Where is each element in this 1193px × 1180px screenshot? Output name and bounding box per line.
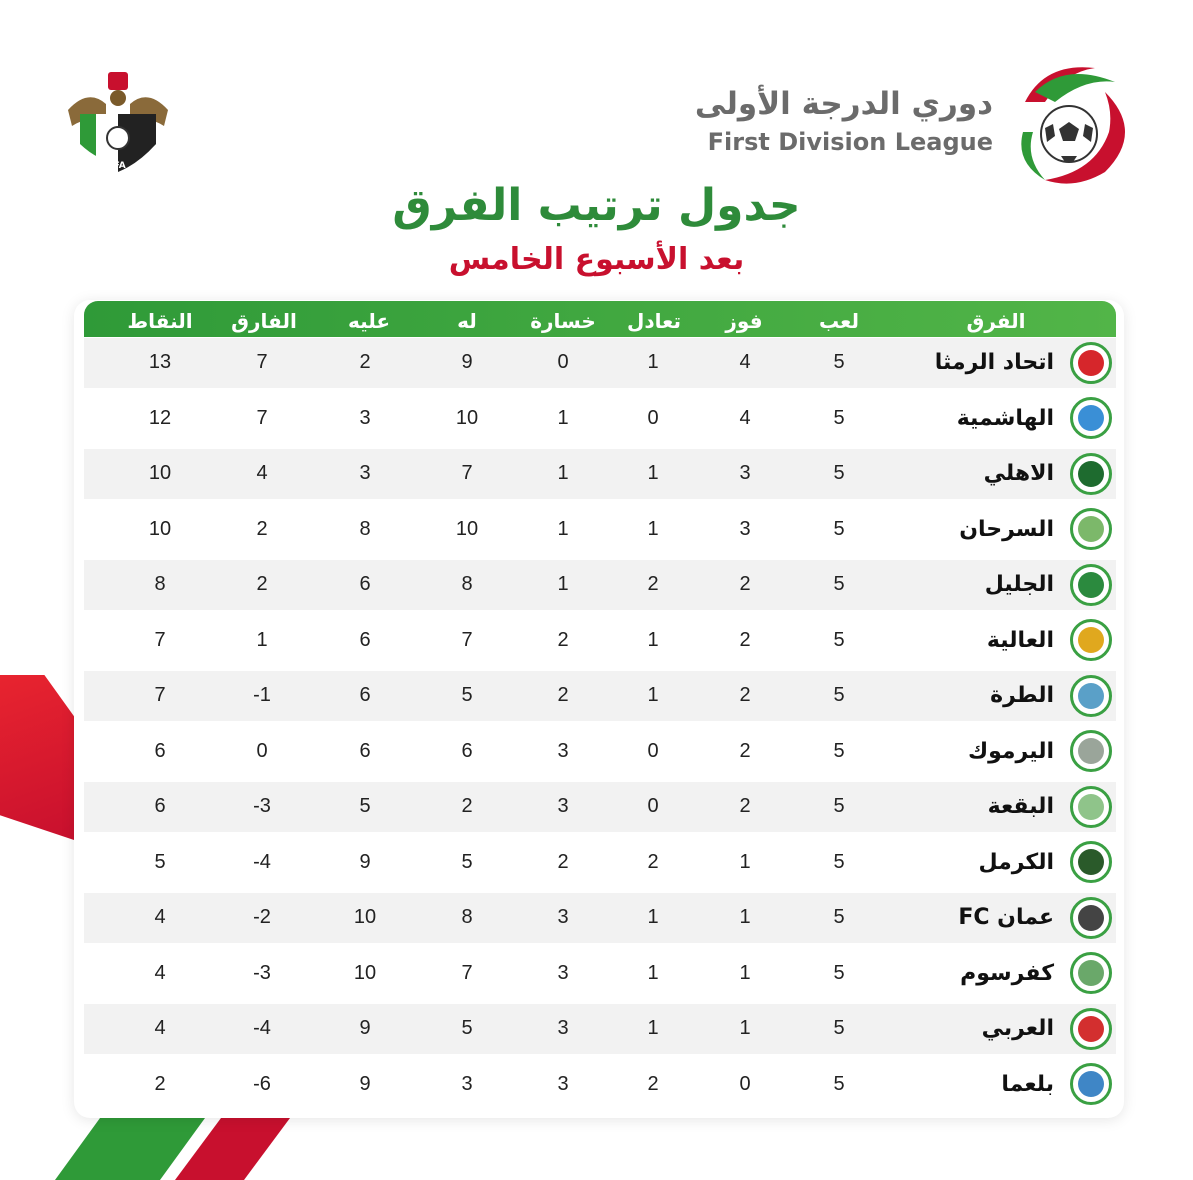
page-title: جدول ترتيب الفرق [392,180,801,231]
cell-lost: 2 [557,684,569,707]
cell-points: 4 [154,961,166,984]
cell-lost: 0 [557,351,569,374]
team-name: العربي [981,1016,1054,1042]
standings-table [74,300,1124,1118]
cell-goal-diff: 2 [256,517,268,540]
table-row [84,505,1116,555]
cell-goals-against: 9 [359,850,371,873]
team-badge-icon [1070,508,1112,550]
cell-lost: 1 [557,406,569,429]
cell-played: 5 [833,1072,845,1095]
cell-played: 5 [833,739,845,762]
league-name-english: First Division League [707,128,993,156]
jfa-logo [58,68,178,180]
cell-played: 5 [833,573,845,596]
team-badge-icon [1070,786,1112,828]
team-name: السرحان [959,516,1054,542]
cell-drawn: 1 [647,684,659,707]
cell-won: 2 [739,684,751,707]
cell-goal-diff: -2 [253,906,271,929]
table-row [84,838,1116,888]
team-crest-icon [1078,572,1104,598]
team-badge-icon [1070,675,1112,717]
cell-won: 0 [739,1072,751,1095]
cell-drawn: 2 [647,850,659,873]
column-header-points: النقاط [127,309,193,333]
cell-won: 4 [739,351,751,374]
cell-goals-against: 8 [359,517,371,540]
team-badge-icon [1070,841,1112,883]
cell-goals-for: 8 [461,573,473,596]
cell-points: 6 [154,795,166,818]
cell-goals-for: 2 [461,795,473,818]
cell-lost: 2 [557,628,569,651]
cell-goals-for: 7 [461,462,473,485]
team-crest-icon [1078,516,1104,542]
cell-goals-for: 6 [461,739,473,762]
cell-points: 7 [154,628,166,651]
table-row [84,394,1116,444]
cell-goals-against: 6 [359,739,371,762]
cell-goal-diff: -3 [253,961,271,984]
cell-lost: 1 [557,462,569,485]
cell-played: 5 [833,351,845,374]
cell-drawn: 1 [647,462,659,485]
cell-won: 2 [739,739,751,762]
team-badge-icon [1070,897,1112,939]
cell-goals-against: 9 [359,1072,371,1095]
cell-played: 5 [833,850,845,873]
team-badge-icon [1070,730,1112,772]
table-row [84,449,1116,499]
column-header-goal-diff: الفارق [231,309,297,333]
cell-won: 4 [739,406,751,429]
cell-lost: 3 [557,906,569,929]
jfa-logo-text: JFA [110,161,126,171]
cell-goal-diff: -4 [253,1017,271,1040]
table-header [84,301,1116,337]
team-crest-icon [1078,905,1104,931]
cell-goal-diff: -3 [253,795,271,818]
cell-points: 4 [154,1017,166,1040]
team-name: كفرسوم [960,960,1054,986]
cell-drawn: 1 [647,906,659,929]
column-header-team: الفرق [966,309,1026,333]
column-header-drawn: تعادل [627,309,681,333]
cell-points: 6 [154,739,166,762]
cell-goal-diff: 4 [256,462,268,485]
team-badge-icon [1070,1008,1112,1050]
cell-won: 2 [739,573,751,596]
team-name: الطرة [990,683,1054,709]
cell-drawn: 1 [647,1017,659,1040]
team-crest-icon [1078,405,1104,431]
cell-drawn: 0 [647,406,659,429]
cell-goals-against: 9 [359,1017,371,1040]
cell-won: 2 [739,795,751,818]
cell-lost: 1 [557,517,569,540]
team-badge-icon [1070,952,1112,994]
league-name-arabic: دوري الدرجة الأولى [694,86,993,122]
cell-goals-against: 6 [359,684,371,707]
cell-points: 12 [148,406,172,429]
cell-goals-for: 7 [461,961,473,984]
cell-points: 4 [154,906,166,929]
table-row [84,949,1116,999]
cell-won: 1 [739,850,751,873]
cell-goal-diff: -1 [253,684,271,707]
team-badge-icon [1070,1063,1112,1105]
cell-played: 5 [833,462,845,485]
team-name: اليرموك [967,738,1054,764]
team-crest-icon [1078,960,1104,986]
team-name: البقعة [987,794,1054,820]
table-row [84,1004,1116,1054]
team-badge-icon [1070,564,1112,606]
team-crest-icon [1078,794,1104,820]
cell-drawn: 1 [647,517,659,540]
cell-played: 5 [833,961,845,984]
team-name: الكرمل [978,849,1054,875]
cell-lost: 3 [557,795,569,818]
cell-goal-diff: -4 [253,850,271,873]
team-name: الاهلي [983,461,1054,487]
team-crest-icon [1078,350,1104,376]
cell-goal-diff: 7 [256,351,268,374]
cell-drawn: 0 [647,795,659,818]
cell-goal-diff: 7 [256,406,268,429]
cell-goal-diff: 2 [256,573,268,596]
cell-goals-against: 6 [359,573,371,596]
cell-goals-for: 10 [455,406,479,429]
cell-lost: 1 [557,573,569,596]
cell-drawn: 2 [647,1072,659,1095]
cell-goals-against: 2 [359,351,371,374]
cell-points: 13 [148,351,172,374]
cell-goals-for: 5 [461,850,473,873]
cell-goal-diff: 1 [256,628,268,651]
table-row [84,560,1116,610]
team-name: الهاشمية [956,405,1054,431]
cell-drawn: 1 [647,351,659,374]
cell-drawn: 1 [647,628,659,651]
cell-lost: 3 [557,739,569,762]
cell-won: 3 [739,462,751,485]
cell-points: 7 [154,684,166,707]
cell-goals-for: 7 [461,628,473,651]
team-name: عمان FC [958,905,1054,931]
cell-played: 5 [833,406,845,429]
cell-lost: 2 [557,850,569,873]
column-header-goals-for: له [457,309,477,333]
first-division-league-logo [1005,62,1135,190]
cell-drawn: 2 [647,573,659,596]
cell-goals-for: 5 [461,684,473,707]
team-crest-icon [1078,1016,1104,1042]
cell-drawn: 0 [647,739,659,762]
column-header-won: فوز [725,309,763,333]
cell-goals-against: 3 [359,462,371,485]
cell-goals-for: 3 [461,1072,473,1095]
cell-played: 5 [833,906,845,929]
cell-lost: 3 [557,961,569,984]
column-header-goals-against: عليه [347,309,391,333]
page-subtitle: بعد الأسبوع الخامس [448,242,745,277]
table-row [84,671,1116,721]
cell-drawn: 1 [647,961,659,984]
cell-won: 1 [739,1017,751,1040]
column-header-lost: خسارة [530,309,596,333]
cell-played: 5 [833,1017,845,1040]
team-crest-icon [1078,627,1104,653]
cell-goals-against: 3 [359,406,371,429]
team-crest-icon [1078,738,1104,764]
cell-played: 5 [833,795,845,818]
table-row [84,616,1116,666]
column-header-played: لعب [819,309,859,333]
cell-lost: 3 [557,1017,569,1040]
cell-goal-diff: -6 [253,1072,271,1095]
team-crest-icon [1078,461,1104,487]
table-row [84,338,1116,388]
cell-goal-diff: 0 [256,739,268,762]
cell-points: 10 [148,517,172,540]
cell-goals-for: 9 [461,351,473,374]
table-row [84,893,1116,943]
cell-goals-against: 10 [353,961,377,984]
cell-goals-for: 10 [455,517,479,540]
team-name: الجليل [984,572,1054,598]
cell-points: 10 [148,462,172,485]
team-name: اتحاد الرمثا [934,350,1054,376]
cell-played: 5 [833,684,845,707]
cell-won: 1 [739,961,751,984]
team-badge-icon [1070,397,1112,439]
cell-lost: 3 [557,1072,569,1095]
team-name: بلعما [1001,1071,1054,1097]
cell-points: 8 [154,573,166,596]
table-row [84,1060,1116,1110]
cell-points: 5 [154,850,166,873]
team-badge-icon [1070,342,1112,384]
team-crest-icon [1078,1071,1104,1097]
cell-goals-against: 6 [359,628,371,651]
cell-won: 3 [739,517,751,540]
cell-goals-for: 8 [461,906,473,929]
cell-goals-for: 5 [461,1017,473,1040]
team-badge-icon [1070,619,1112,661]
cell-won: 2 [739,628,751,651]
team-name: العالية [986,627,1054,653]
table-row [84,782,1116,832]
cell-played: 5 [833,517,845,540]
cell-goals-against: 10 [353,906,377,929]
table-row [84,727,1116,777]
cell-won: 1 [739,906,751,929]
decorative-red-stripe-left [0,675,74,840]
cell-played: 5 [833,628,845,651]
cell-goals-against: 5 [359,795,371,818]
cell-points: 2 [154,1072,166,1095]
team-crest-icon [1078,683,1104,709]
team-badge-icon [1070,453,1112,495]
team-crest-icon [1078,849,1104,875]
